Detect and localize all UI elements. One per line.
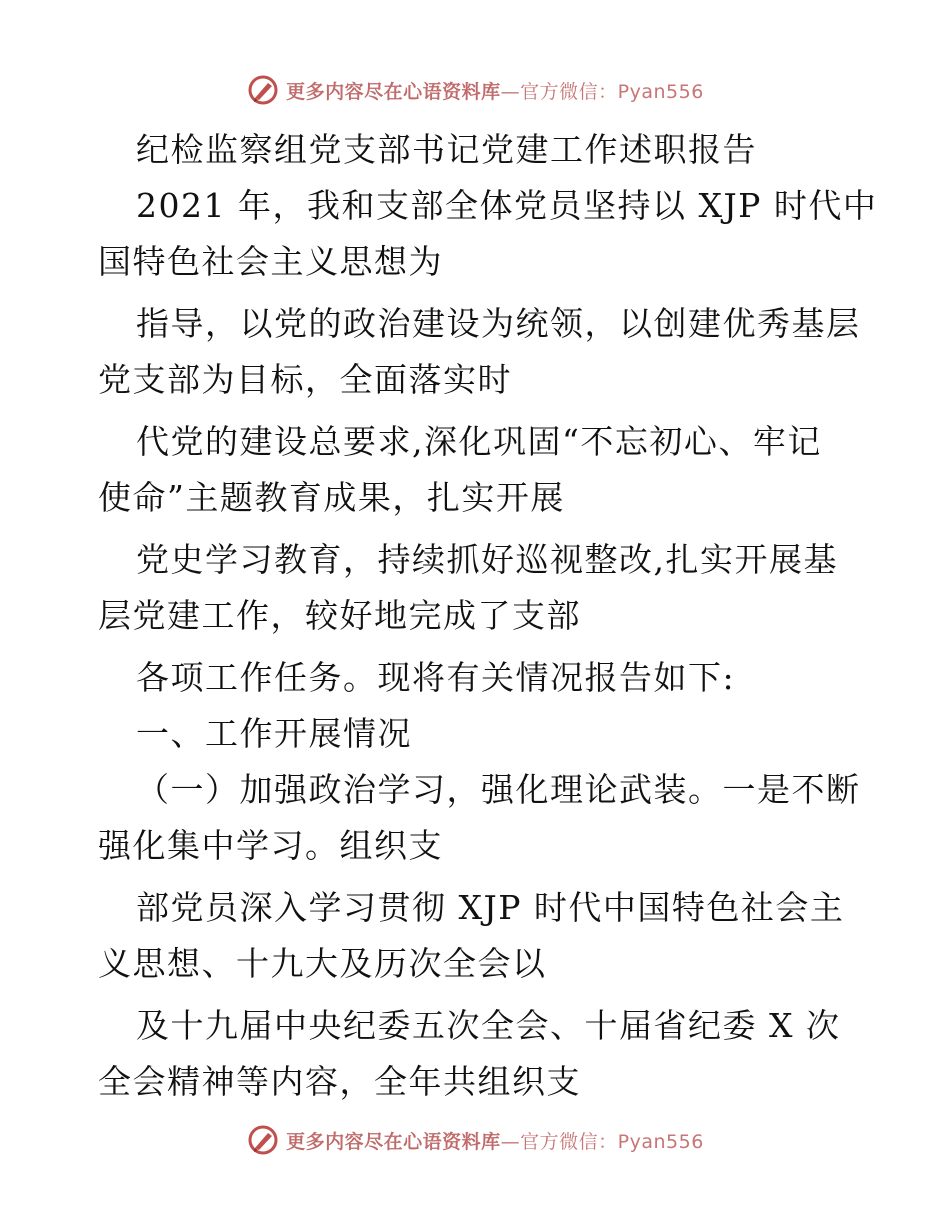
section-heading: 一、工作开展情况 [136, 714, 412, 753]
header-watermark [0, 70, 950, 110]
paragraph-line: 及十九届中央纪委五次全会、十届省纪委 X 次 [136, 1006, 841, 1045]
paragraph-line: 国特色社会主义思想为 [98, 242, 443, 281]
paragraph-line: 党史学习教育，持续抓好巡视整改,扎实开展基 [136, 540, 838, 579]
pen-logo-icon [246, 1123, 280, 1157]
footer-watermark [0, 1120, 950, 1160]
paragraph-line: 指导，以党的政治建设为统领，以创建优秀基层 [136, 304, 861, 343]
paragraph-line: 强化集中学习。组织支 [98, 826, 443, 865]
subsection-heading: （一）加强政治学习，强化理论武装。一是不断 [136, 770, 861, 809]
pen-logo-icon [246, 73, 280, 107]
paragraph-line: 代党的建设总要求,深化巩固“不忘初心、牢记 [136, 422, 822, 461]
paragraph-line: 使命”主题教育成果，扎实开展 [98, 478, 565, 517]
paragraph-line: 各项工作任务。现将有关情况报告如下: [136, 658, 736, 697]
paragraph-line: 2021 年，我和支部全体党员坚持以 XJP 时代中 [136, 186, 878, 225]
paragraph-line: 部党员深入学习贯彻 XJP 时代中国特色社会主 [136, 888, 845, 927]
paragraph-line: 层党建工作，较好地完成了支部 [98, 596, 581, 635]
paragraph-line: 义思想、十九大及历次全会以 [98, 944, 547, 983]
watermark-text: 更多内容尽在心语资料库—官方微信：Pyan556 [286, 1130, 704, 1153]
paragraph-line: 党支部为目标，全面落实时 [98, 360, 512, 399]
paragraph-line: 全会精神等内容，全年共组织支 [98, 1062, 581, 1101]
document-title: 纪检监察组党支部书记党建工作述职报告 [136, 130, 757, 169]
document-body [98, 122, 878, 1110]
watermark-text: 更多内容尽在心语资料库—官方微信：Pyan556 [286, 80, 704, 103]
